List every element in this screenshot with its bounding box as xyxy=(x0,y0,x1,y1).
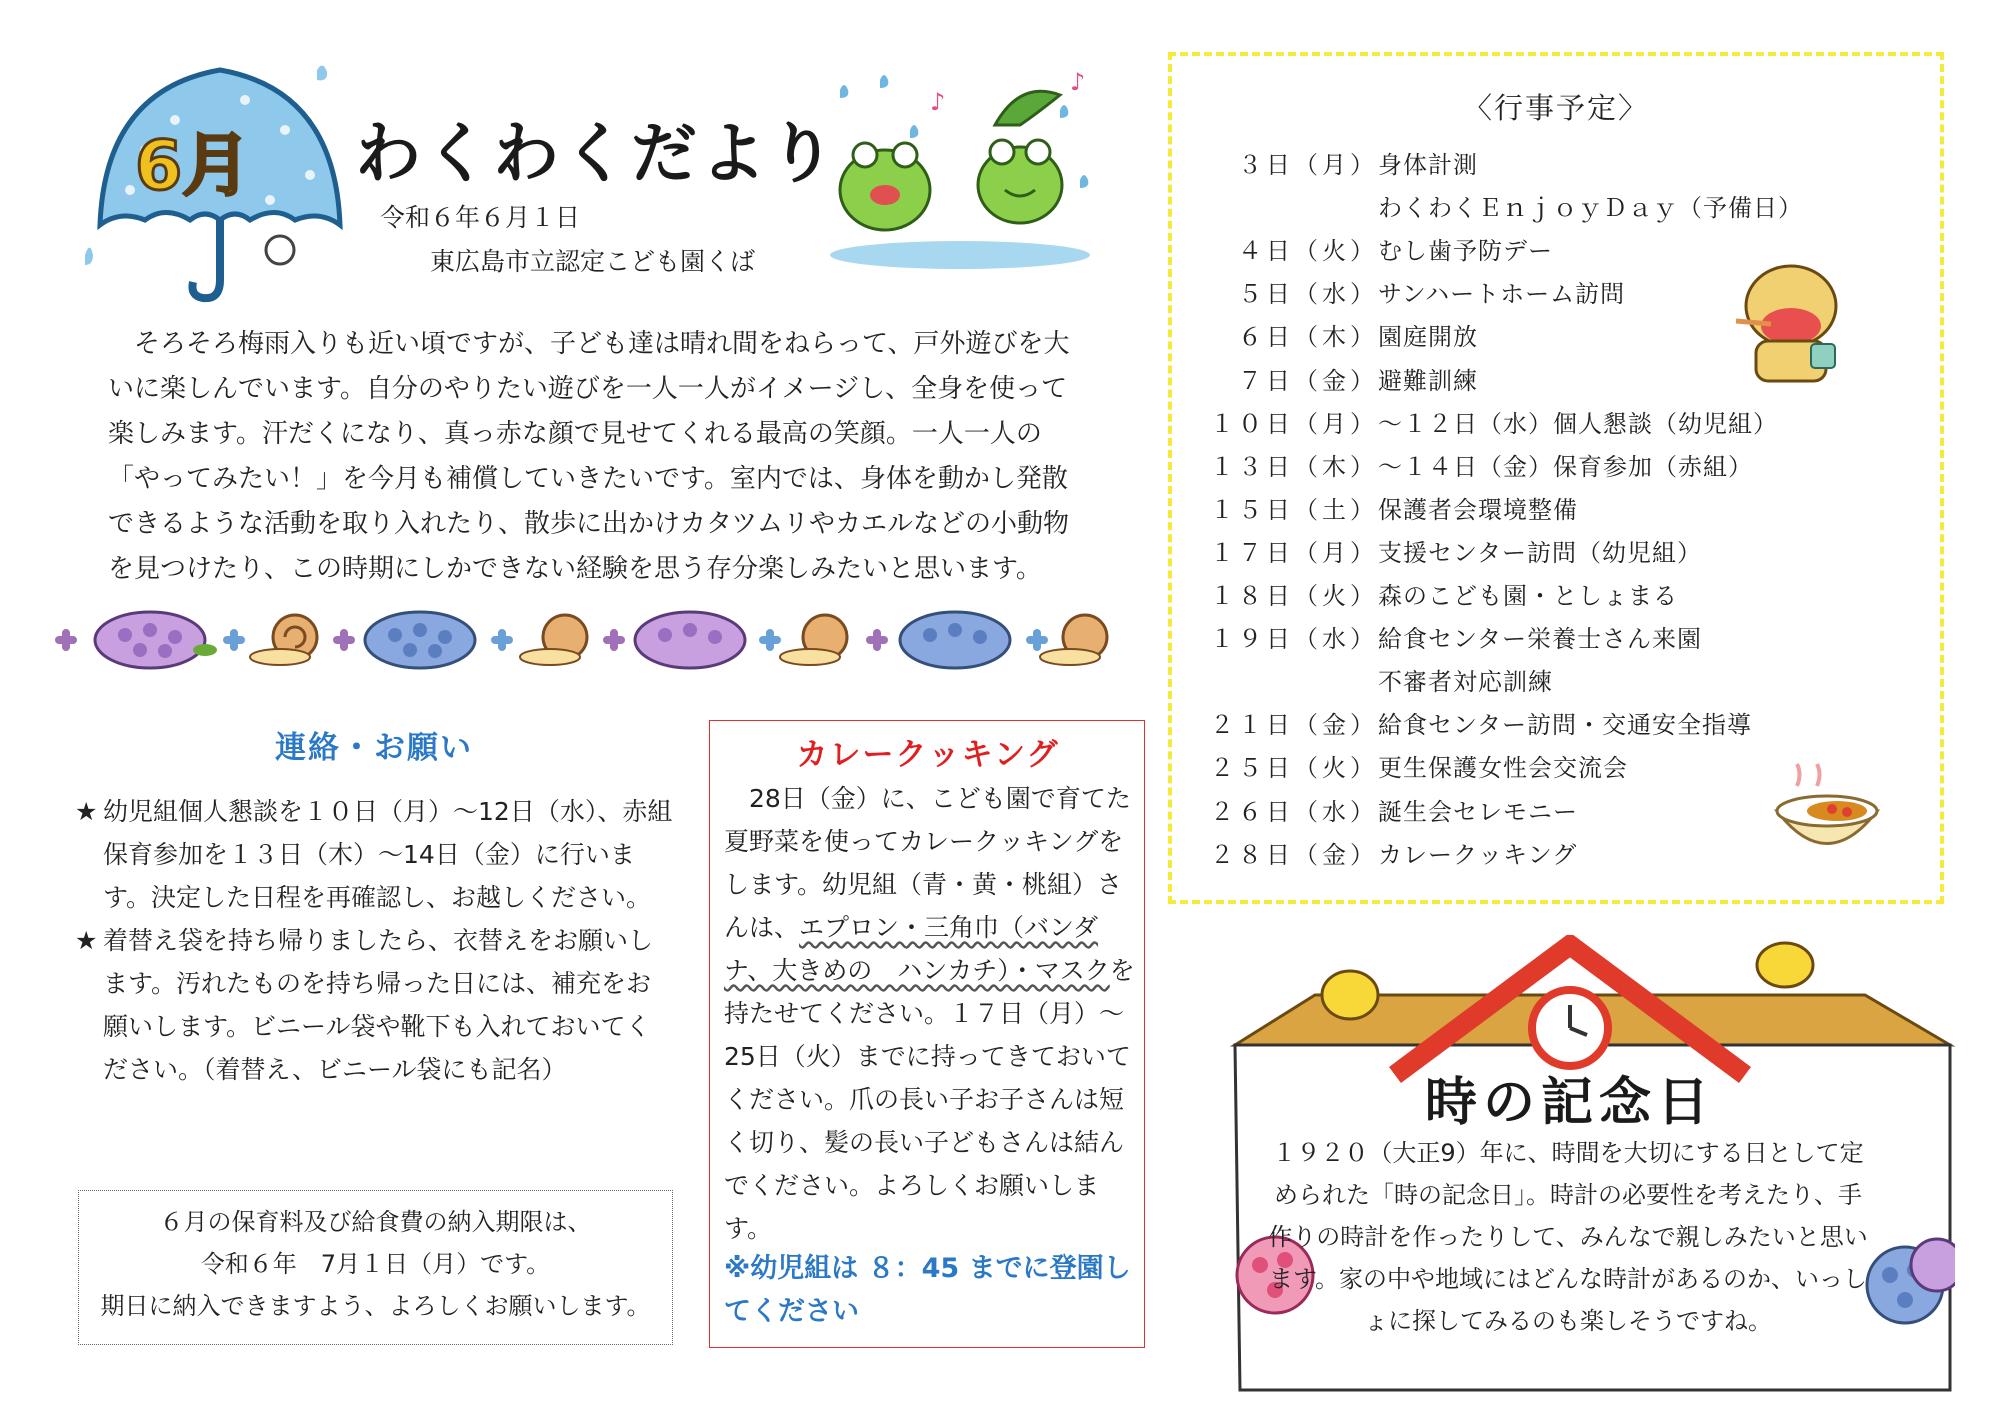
event-date: ４日（火） xyxy=(1238,237,1378,266)
hippo-icon xyxy=(1726,246,1856,386)
fee-line: ６月の保育料及び給食費の納入期限は、 xyxy=(159,1208,592,1236)
event-date: １７日（月） xyxy=(1210,538,1378,567)
event-row xyxy=(1172,403,1778,446)
curry-cooking-box xyxy=(709,720,1145,1348)
contact-title: 連絡・お願い xyxy=(275,730,473,766)
event-name: カレークッキング xyxy=(1378,840,1578,869)
frog-icon xyxy=(820,70,1110,270)
event-row xyxy=(1172,360,1478,403)
fee-notice xyxy=(78,1190,673,1345)
event-date: ２６日（水） xyxy=(1210,797,1378,826)
event-name: 不審者対応訓練 xyxy=(1378,668,1553,697)
event-date: １９日（水） xyxy=(1210,625,1378,654)
event-name: ～１４日（金）保育参加（赤組） xyxy=(1378,452,1753,481)
curry-title: カレークッキング xyxy=(796,737,1060,773)
event-name: むし歯予防デー xyxy=(1378,237,1553,266)
month-badge: 6月 xyxy=(135,127,251,206)
newsletter-title: わくわくだより xyxy=(355,115,838,192)
organization-name: 東広島市立認定こども園くば xyxy=(430,247,756,276)
event-row xyxy=(1172,144,1478,187)
event-name: ～１２日（水）個人懇談（幼児組） xyxy=(1378,409,1778,438)
curry-note: ※幼児組は ８：45 までに登園してください xyxy=(724,1253,1131,1327)
event-date: ７日（金） xyxy=(1238,366,1378,395)
event-row xyxy=(1172,230,1553,273)
curry-body: 28日（金）に、こども園で育てた夏野菜を使ってカレークッキングをします。幼児組（青・黄・桃組）さんは、エプロン・三角巾（バンダナ、大きめの ハンカチ）・マスクを持たせてください。１７日（月）～25日（火）までに持ってきておいてください。爪の長い子お子さんは短く切り、髪の長い子どもさんは結んでください。よろしくお願いします。 xyxy=(724,784,1135,1243)
contact-item-text: 着替え袋を持ち帰りましたら、衣替えをお願いします。汚れたものを持ち帰った日には、補充をお願いします。ビニール袋や靴下も入れておいてください。（着替え、ビニール袋にも記名） xyxy=(103,926,654,1084)
event-name: 避難訓練 xyxy=(1378,366,1478,395)
event-date: １８日（火） xyxy=(1210,582,1378,610)
event-name: 支援センター訪問（幼児組） xyxy=(1378,538,1703,567)
contact-list xyxy=(75,790,675,1091)
event-date: ２１日（金） xyxy=(1210,711,1378,740)
event-name: 保護者会環境整備 xyxy=(1378,495,1578,524)
event-name: 園庭開放 xyxy=(1378,323,1478,352)
contact-item xyxy=(75,790,675,919)
events-schedule xyxy=(1168,52,1944,904)
event-date: ５日（水） xyxy=(1238,280,1378,309)
intro-paragraph: そろそろ梅雨入りも近い頃ですが、子ども達は晴れ間をねらって、戸外遊びを大いに楽しんでいます。自分のやりたい遊びを一人一人がイメージし、全身を使って楽しみます。汗だくになり、真っ赤な顔で見せてくれる最高の笑顔。一人一人の「やってみたい！」を今月も補償していきたいです。室内では、身体を動かし発散できるような活動を取り入れたり、散歩に出かけカタツムリやカエルなどの小動物を見つけたり、この時期にしかできない経験を思う存分楽しみたいと思います。 xyxy=(108,329,1070,584)
curry-icon xyxy=(1767,756,1887,866)
fee-line: 期日に納入できますよう、よろしくお願いします。 xyxy=(100,1292,651,1320)
event-date: ２５日（火） xyxy=(1210,754,1378,783)
event-row xyxy=(1172,618,1702,661)
fee-line: 令和６年 7月１日（月）です。 xyxy=(200,1250,551,1278)
event-date: ２８日（金） xyxy=(1210,840,1378,869)
event-row xyxy=(1172,834,1577,877)
svg-text:♪: ♪ xyxy=(1070,70,1086,96)
event-date: ６日（木） xyxy=(1238,323,1378,352)
svg-text:♪: ♪ xyxy=(930,88,946,116)
event-name: 更生保護女性会交流会 xyxy=(1378,754,1628,783)
event-row xyxy=(1172,747,1628,790)
event-name: 森のこども園・としょまる xyxy=(1378,582,1678,610)
snail-icon xyxy=(250,615,317,665)
time-day-text: １９２０（大正9）年に、時間を大切にする日として定められた「時の記念日」。時計の必要性を考えたり、手作りの時計を作ったりして、みんなで親しみたいと思います。家の中や地域にはどんな時計があるのか、いっしょに探してみるのも楽しそうですね。 xyxy=(1268,1139,1868,1335)
event-name: わくわくＥｎｊｏｙＤａｙ（予備日） xyxy=(1378,194,1803,223)
issue-date: 令和６年６月１日 xyxy=(380,203,581,232)
event-row xyxy=(1172,273,1625,316)
event-date: １３日（木） xyxy=(1210,452,1378,481)
clock-icon xyxy=(1532,990,1608,1066)
event-row xyxy=(1172,791,1578,834)
events-title: 〈行事予定〉 xyxy=(1462,91,1649,125)
time-day-title: 時の記念日 xyxy=(1425,1073,1716,1133)
event-row xyxy=(1172,661,1553,704)
event-name: 誕生会セレモニー xyxy=(1378,797,1578,826)
event-row xyxy=(1172,532,1702,575)
event-row xyxy=(1172,316,1478,359)
event-name: 給食センター栄養士さん来園 xyxy=(1378,625,1703,654)
contact-item xyxy=(75,919,675,1091)
hydrangea-snail-border xyxy=(55,605,1115,675)
event-name: サンハートホーム訪問 xyxy=(1378,280,1626,309)
event-row xyxy=(1172,187,1803,230)
event-date: １０日（月） xyxy=(1210,409,1378,438)
event-date: １５日（土） xyxy=(1210,495,1378,524)
event-row xyxy=(1172,704,1752,747)
event-row xyxy=(1172,446,1753,489)
star-icon: ★ xyxy=(75,797,98,826)
event-name: 身体計測 xyxy=(1378,151,1478,179)
event-name: 給食センター訪問・交通安全指導 xyxy=(1378,711,1753,740)
event-row xyxy=(1172,489,1578,532)
event-row xyxy=(1172,575,1678,618)
event-date: ３日（月） xyxy=(1238,151,1378,179)
star-icon: ★ xyxy=(75,926,98,955)
contact-item-text: 幼児組個人懇談を１０日（月）～12日（水）、赤組保育参加を１３日（木）～14日（金）に行います。決定した日程を再確認し、お越しください。 xyxy=(103,797,673,912)
hydrangea-icon xyxy=(95,612,217,668)
